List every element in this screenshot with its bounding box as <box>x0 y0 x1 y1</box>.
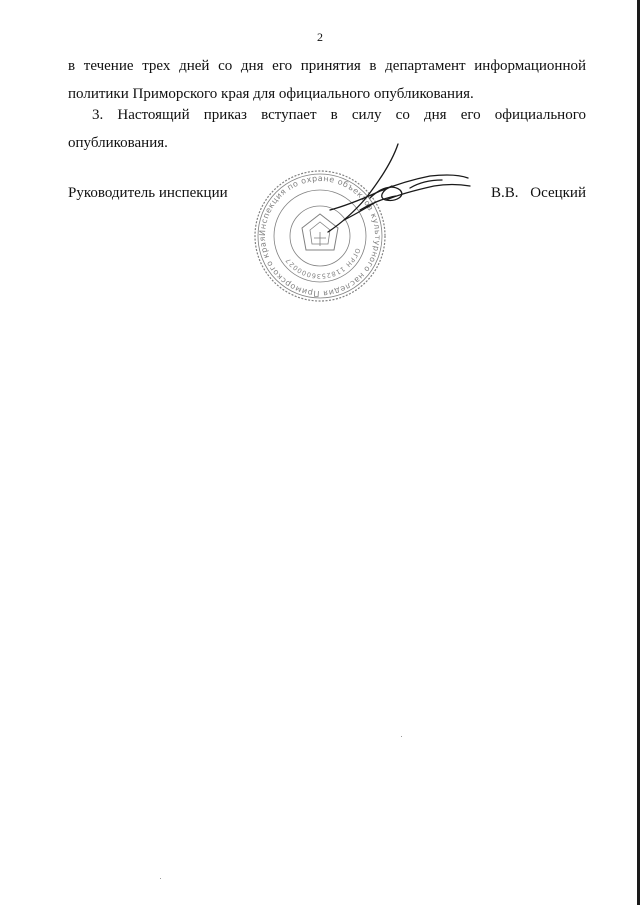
seal-outer-text: Инспекция по охране объектов культурного наследия Приморского края <box>257 173 383 299</box>
scan-speck <box>401 736 402 737</box>
paragraph-line: в течение трех дней со дня его принятия в департамент информационной <box>68 58 586 74</box>
handwritten-signature <box>300 140 480 260</box>
paragraph-continuation <box>68 52 586 108</box>
scan-speck <box>160 878 161 879</box>
signatory-title: Руководитель инспекции <box>68 185 228 201</box>
paragraph-line: политики Приморского края для официального опубликования. <box>68 86 474 102</box>
paragraph-line: 3. Настоящий приказ вступает в силу со дня его официального <box>92 107 586 123</box>
signatory-name: В.В. Осецкий <box>491 185 586 201</box>
page-number: 2 <box>317 30 323 44</box>
seal-inner-text: ОГРН 1182536000027 <box>283 247 362 281</box>
paragraph-line: опубликования. <box>68 135 168 151</box>
